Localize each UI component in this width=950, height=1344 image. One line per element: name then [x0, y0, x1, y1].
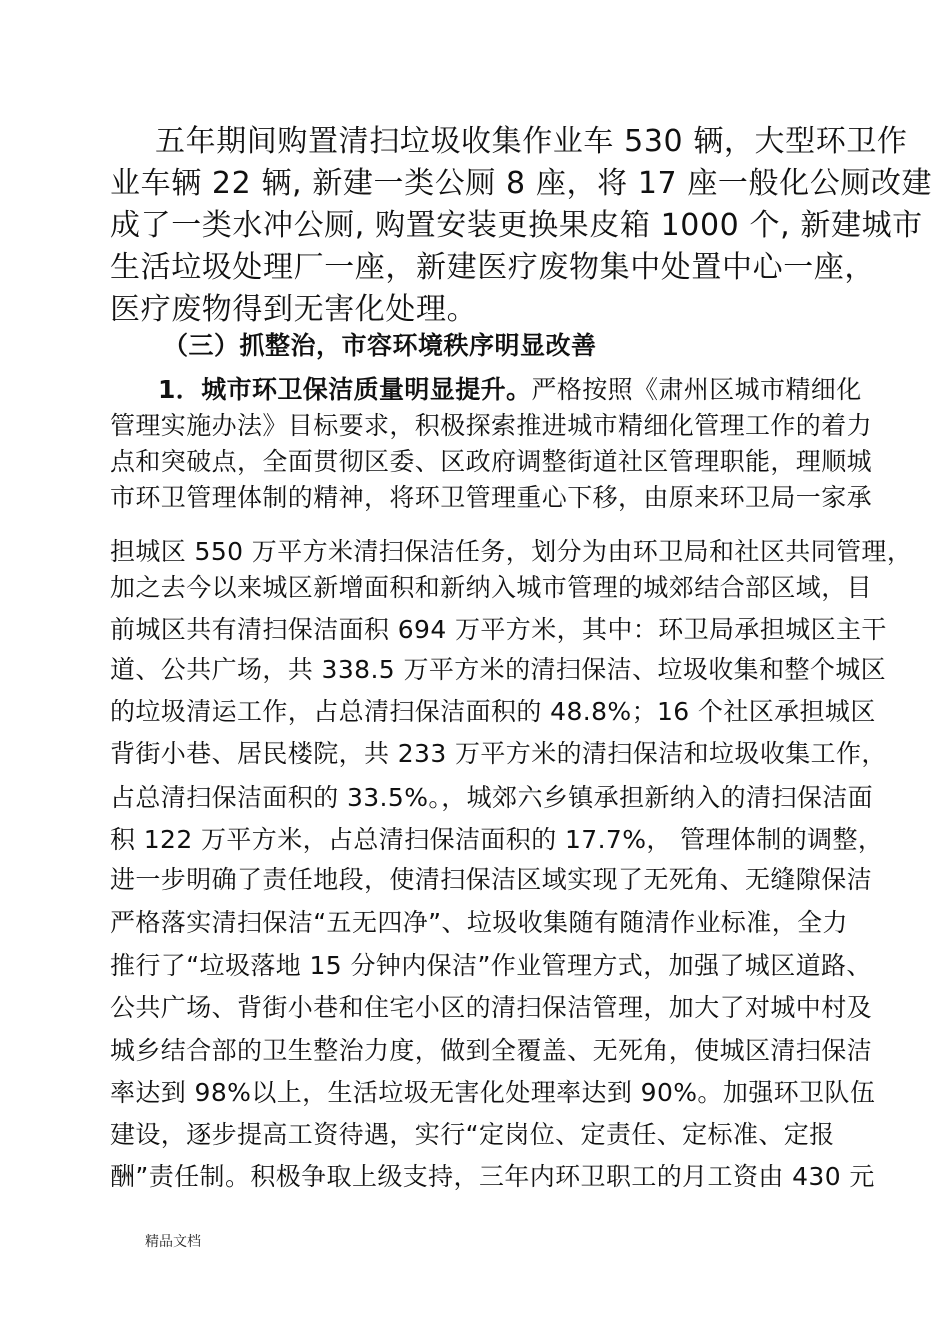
- paragraph-1-line-4: 生活垃圾处理厂一座，新建医疗废物集中处置中心一座，: [110, 250, 875, 285]
- paragraph-2-line-7: 前城区共有清扫保洁面积 694 万平方米，其中：环卫局承担城区主干: [110, 615, 887, 644]
- paragraph-2-line-12: 积 122 万平方米，占总清扫保洁面积的 17.7%， 管理体制的调整，: [110, 825, 884, 854]
- paragraph-2-line-11: 占总清扫保洁面积的 33.5%。，城郊六乡镇承担新纳入的清扫保洁面: [110, 783, 874, 812]
- paragraph-2-line-20: 酬”责任制。积极争取上级支持，三年内环卫职工的月工资由 430 元: [110, 1162, 875, 1191]
- paragraph-2-line-16: 公共广场、背街小巷和住宅小区的清扫保洁管理，加大了对城中村及: [110, 993, 873, 1022]
- footer-label: 精品文档: [145, 1234, 201, 1250]
- paragraph-2-line-5: 担城区 550 万平方米清扫保洁任务，划分为由环卫局和社区共同管理，: [110, 537, 913, 566]
- paragraph-1-line-3: 成了一类水冲公厕, 购置安装更换果皮箱 1000 个, 新建城市: [110, 208, 923, 243]
- paragraph-2-line-15: 推行了“垃圾落地 15 分钟内保洁”作业管理方式，加强了城区道路、: [110, 951, 872, 980]
- paragraph-2-line-1-rest: 严格按照《肃州区城市精细化: [531, 375, 862, 404]
- paragraph-1-line-2: 业车辆 22 辆, 新建一类公厕 8 座，将 17 座一般化公厕改建: [110, 166, 933, 201]
- paragraph-2-line-14: 严格落实清扫保洁“五无四净”、垃圾收集随有随清作业标准，全力: [110, 908, 848, 937]
- paragraph-1-line-1: 五年期间购置清扫垃圾收集作业车 530 辆，大型环卫作: [155, 124, 908, 159]
- paragraph-2-line-3: 点和突破点，全面贯彻区委、区政府调整街道社区管理职能，理顺城: [110, 447, 873, 476]
- paragraph-2-line-2: 管理实施办法》目标要求，积极探索推进城市精细化管理工作的着力: [110, 411, 873, 440]
- paragraph-2-line-19: 建设，逐步提高工资待遇，实行“定岗位、定责任、定标准、定报: [110, 1120, 835, 1149]
- paragraph-2-line-8: 道、公共广场，共 338.5 万平方米的清扫保洁、垃圾收集和整个城区: [110, 655, 887, 684]
- paragraph-2-line-17: 城乡结合部的卫生整治力度，做到全覆盖、无死角，使城区清扫保洁: [110, 1036, 873, 1065]
- paragraph-2-line-1: [158, 372, 862, 408]
- paragraph-2-lead: 1．城市环卫保洁质量明显提升。: [158, 375, 532, 404]
- paragraph-2-line-18: 率达到 98%以上，生活垃圾无害化处理率达到 90%。加强环卫队伍: [110, 1078, 876, 1107]
- paragraph-2-line-9: 的垃圾清运工作，占总清扫保洁面积的 48.8%；16 个社区承担城区: [110, 697, 876, 726]
- paragraph-2-line-10: 背街小巷、居民楼院，共 233 万平方米的清扫保洁和垃圾收集工作，: [110, 739, 887, 768]
- paragraph-2-line-13: 进一步明确了责任地段，使清扫保洁区域实现了无死角、无缝隙保洁: [110, 865, 873, 894]
- paragraph-1-line-5: 医疗废物得到无害化处理。: [110, 292, 478, 327]
- paragraph-2-line-4: 市环卫管理体制的精神，将环卫管理重心下移，由原来环卫局一家承: [110, 483, 873, 512]
- paragraph-2-line-6: 加之去今以来城区新增面积和新纳入城市管理的城郊结合部区域，目: [110, 573, 873, 602]
- section-heading: （三）抓整治，市容环境秩序明显改善: [163, 331, 597, 360]
